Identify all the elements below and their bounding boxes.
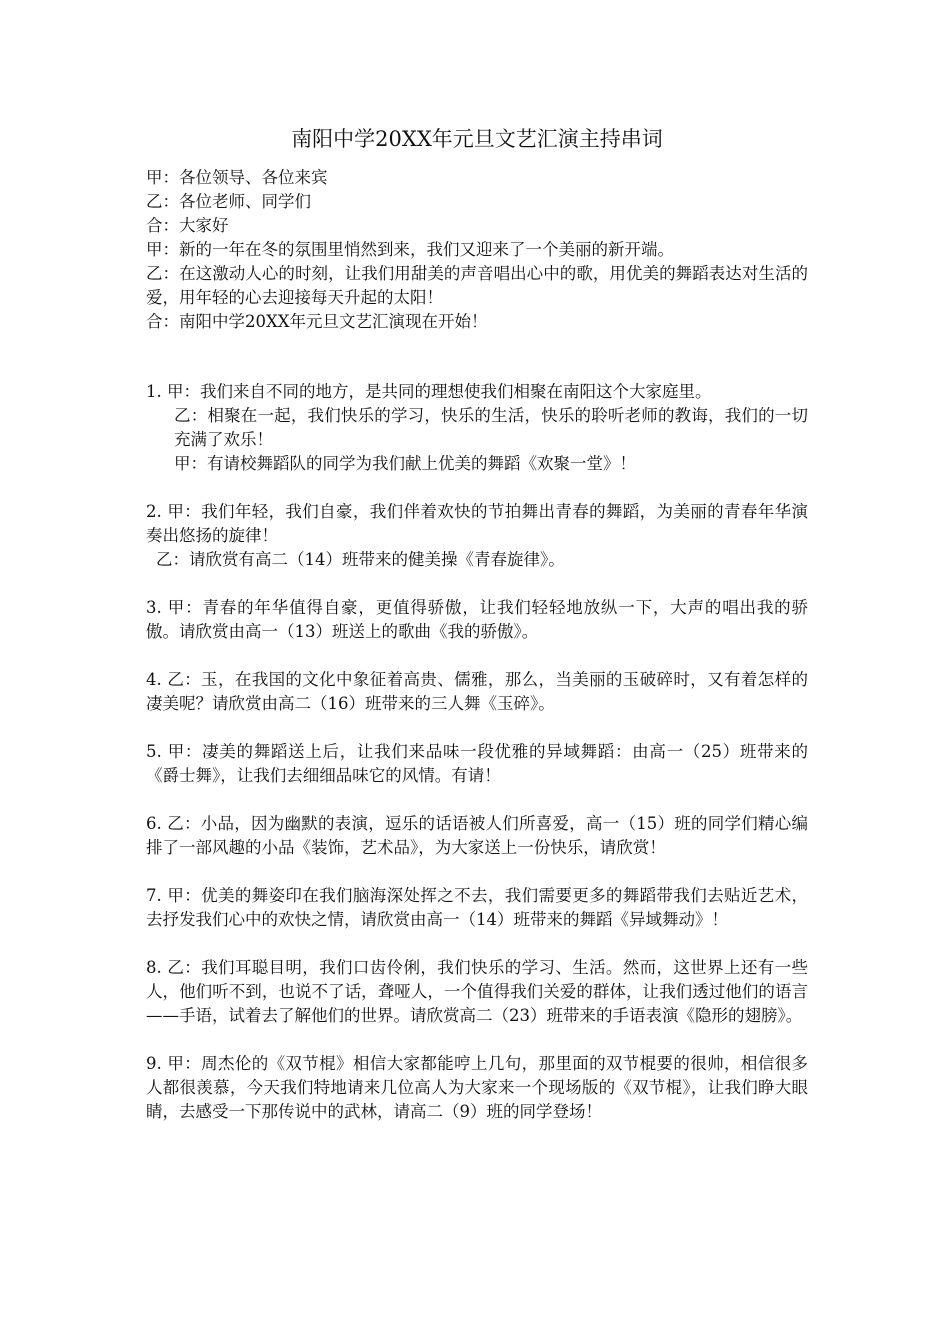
program-item-2: 2. 甲：我们年轻，我们自豪，我们伴着欢快的节拍舞出青春的舞蹈，为美丽的青春年华演奏出悠扬的旋律！: [146, 502, 808, 545]
opening-line: 甲：各位领导、各位来宾: [146, 168, 328, 187]
spacer: [146, 1028, 808, 1052]
opening-line: 乙：各位老师、同学们: [146, 192, 311, 211]
program-item-6: 6. 乙：小品，因为幽默的表演，逗乐的话语被人们所喜爱，高一（15）班的同学们精心编排了一部风趣的小品《装饰，艺术品》，为大家送上一份快乐，请欣赏！: [146, 814, 808, 857]
opening-line: 合：大家好: [146, 216, 229, 235]
program-item-7: 7. 甲：优美的舞姿印在我们脑海深处挥之不去，我们需要更多的舞蹈带我们去贴近艺术，去抒发我们心中的欢快之情，请欣赏由高一（14）班带来的舞蹈《异域舞动》！: [146, 886, 808, 929]
program-item-8: 8. 乙：我们耳聪目明，我们口齿伶俐，我们快乐的学习、生活。然而，这世界上还有一些人，他们听不到，也说不了话，聋哑人，一个值得我们关爱的群体，让我们透过他们的语言——手语，试着去了解他们的世界。请欣赏高二（23）班带来的手语表演《隐形的翅膀》。: [146, 958, 808, 1025]
opening-line: 乙：在这激动人心的时刻，让我们用甜美的声音唱出心中的歌，用优美的舞蹈表达对生活的爱，用年轻的心去迎接每天升起的太阳！: [146, 264, 808, 307]
program-item-3: 3. 甲：青春的年华值得自豪，更值得骄傲，让我们轻轻地放纵一下，大声的唱出我的骄傲。请欣赏由高一（13）班送上的歌曲《我的骄傲》。: [146, 598, 808, 641]
opening-line: 合：南阳中学20XX年元旦文艺汇演现在开始！: [146, 312, 488, 331]
program-item-1-line: 甲：有请校舞蹈队的同学为我们献上优美的舞蹈《欢聚一堂》！: [174, 454, 636, 473]
document-title: 南阳中学20XX年元旦文艺汇演主持串词: [291, 127, 663, 151]
program-item-2-line: 乙：请欣赏有高二（14）班带来的健美操《青春旋律》。: [156, 550, 565, 569]
spacer: [146, 860, 808, 884]
document-page: [146, 122, 808, 1124]
spacer: [146, 572, 808, 596]
program-item-5: 5. 甲：凄美的舞蹈送上后，让我们来品味一段优雅的异域舞蹈：由高一（25）班带来的《爵士舞》，让我们去细细品味它的风情。有请！: [146, 742, 808, 785]
opening-line: 甲：新的一年在冬的氛围里悄然到来，我们又迎来了一个美丽的新开端。: [146, 240, 674, 259]
program-item-1: 1. 甲：我们来自不同的地方，是共同的理想使我们相聚在南阳这个大家庭里。: [146, 382, 712, 401]
spacer: [146, 644, 808, 668]
spacer: [146, 788, 808, 812]
program-item-9: 9. 甲：周杰伦的《双节棍》相信大家都能哼上几句，那里面的双节棍要的很帅，相信很多人都很羡慕，今天我们特地请来几位高人为大家来一个现场版的《双节棍》，让我们睁大眼睛，去感受一下那传说中的武林，请高二（9）班的同学登场！: [146, 1054, 808, 1121]
program-item-1-line: 乙：相聚在一起，我们快乐的学习，快乐的生活，快乐的聆听老师的教诲，我们的一切充满了欢乐！: [174, 406, 808, 449]
spacer: [146, 932, 808, 956]
program-item-4: 4. 乙：玉，在我国的文化中象征着高贵、儒雅，那么，当美丽的玉破碎时，又有着怎样的凄美呢？请欣赏由高二（16）班带来的三人舞《玉碎》。: [146, 670, 808, 713]
spacer: [146, 334, 808, 380]
spacer: [146, 716, 808, 740]
spacer: [146, 476, 808, 500]
